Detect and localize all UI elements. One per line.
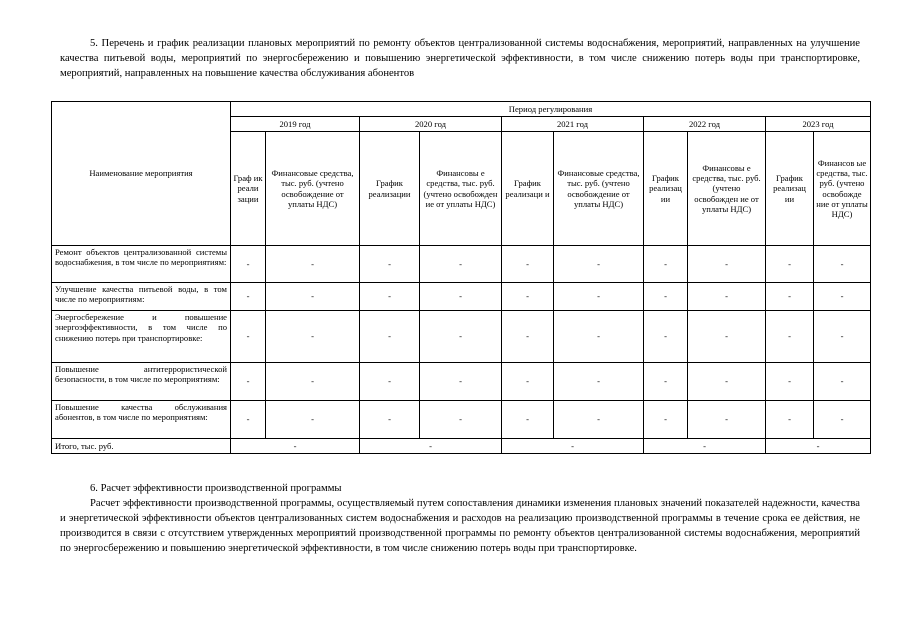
table-cell: - — [814, 283, 871, 311]
subheader-schedule: Граф ик реали зации — [231, 132, 266, 246]
row-name: Энергосбережение и повышение энергоэффективности, в том числе по снижению потерь при транспортировке: — [52, 311, 231, 363]
section-6-text: Расчет эффективности производственной программы, осуществляемый путем сопоставления динамики изменения плановых значений показателей надежности, качества и энергетической эффективности объектов централизованных систем водоснабжения и расходов на реализацию производственной программы в течение срока ее действия, не производится в связи с отсутствием утвержденных мероприятий производственной программы по ремонту объектов централизованной системы водоснабжения, мероприятий по энергосбережению и повышению энергетической эффективности, в том числе снижению потерь воды при транспортировке. — [60, 498, 860, 554]
year-header: 2023 год — [766, 117, 871, 132]
table-cell: - — [266, 311, 360, 363]
subheader-schedule: График реализац ии — [766, 132, 814, 246]
table-cell: - — [360, 283, 420, 311]
table-cell: - — [644, 401, 688, 439]
table-row — [52, 311, 871, 363]
row-name: Повышение качества обслуживания абонентов, в том числе по мероприятиям: — [52, 401, 231, 439]
table-cell: - — [231, 283, 266, 311]
table-cell: - — [502, 401, 554, 439]
subheader-schedule: График реализации — [360, 132, 420, 246]
table-cell: - — [231, 363, 266, 401]
table-cell: - — [360, 311, 420, 363]
table-cell: - — [644, 283, 688, 311]
table-cell: - — [502, 283, 554, 311]
total-cell: - — [502, 439, 644, 454]
table-cell: - — [766, 401, 814, 439]
table-cell: - — [420, 363, 502, 401]
year-header: 2019 год — [231, 117, 360, 132]
table-cell: - — [766, 246, 814, 283]
table-cell: - — [420, 283, 502, 311]
table-cell: - — [266, 363, 360, 401]
table-cell: - — [688, 401, 766, 439]
subheader-schedule: График реализац ии — [644, 132, 688, 246]
table-cell: - — [231, 311, 266, 363]
table-cell: - — [420, 246, 502, 283]
subheader-finance: Финансовые средства, тыс. руб. (учтено освобождение от уплаты НДС) — [554, 132, 644, 246]
section-5-title: 5. Перечень и график реализации плановых мероприятий по ремонту объектов централизованной системы водоснабжения, мероприятий, направленных на улучшение качества питьевой воды, мероприятий по энергосбережению и повышению энергетической эффективности, в том числе снижению потерь воды при транспортировке, мероприятий, направленных на повышение качества обслуживания абонентов — [60, 38, 860, 79]
table-cell: - — [766, 311, 814, 363]
table-cell: - — [644, 246, 688, 283]
table-cell: - — [688, 283, 766, 311]
row-name: Ремонт объектов централизованной системы водоснабжения, в том числе по мероприятиям: — [52, 246, 231, 283]
section-6-title: 6. Расчет эффективности производственной программы — [90, 483, 342, 494]
subheader-finance: Финансов ые средства, тыс. руб. (учтено освобожде ние от уплаты НДС) — [814, 132, 871, 246]
header-row-period — [52, 102, 871, 117]
table-cell: - — [688, 363, 766, 401]
table-cell: - — [554, 283, 644, 311]
table-cell: - — [688, 311, 766, 363]
table-cell: - — [502, 311, 554, 363]
period-header: Период регулирования — [231, 102, 871, 117]
year-header: 2020 год — [360, 117, 502, 132]
plan-table — [51, 101, 871, 454]
table-cell: - — [231, 246, 266, 283]
table-cell: - — [814, 363, 871, 401]
table-cell: - — [360, 363, 420, 401]
table-cell: - — [360, 401, 420, 439]
table-cell: - — [644, 363, 688, 401]
table-cell: - — [420, 401, 502, 439]
total-row — [52, 439, 871, 454]
table-cell: - — [644, 311, 688, 363]
total-label: Итого, тыс. руб. — [52, 439, 231, 454]
table-cell: - — [814, 246, 871, 283]
total-cell: - — [231, 439, 360, 454]
table-cell: - — [554, 401, 644, 439]
table-cell: - — [814, 401, 871, 439]
table-cell: - — [266, 246, 360, 283]
table-cell: - — [266, 401, 360, 439]
row-name: Улучшение качества питьевой воды, в том числе по мероприятиям: — [52, 283, 231, 311]
total-cell: - — [644, 439, 766, 454]
subheader-schedule: График реализаци и — [502, 132, 554, 246]
subheader-finance: Финансовы е средства, тыс. руб. (учтено освобожден ие от уплаты НДС) — [420, 132, 502, 246]
table-cell: - — [266, 283, 360, 311]
row-name: Повышение антитеррористической безопасности, в том числе по мероприятиям: — [52, 363, 231, 401]
table-row — [52, 363, 871, 401]
table-cell: - — [420, 311, 502, 363]
name-column-header: Наименование мероприятия — [52, 102, 231, 246]
table-cell: - — [554, 363, 644, 401]
table-cell: - — [554, 246, 644, 283]
table-cell: - — [502, 363, 554, 401]
table-row — [52, 401, 871, 439]
year-header: 2021 год — [502, 117, 644, 132]
table-cell: - — [360, 246, 420, 283]
table-cell: - — [231, 401, 266, 439]
total-cell: - — [766, 439, 871, 454]
table-cell: - — [814, 311, 871, 363]
total-cell: - — [360, 439, 502, 454]
table-cell: - — [688, 246, 766, 283]
table-cell: - — [554, 311, 644, 363]
table-row — [52, 246, 871, 283]
table-cell: - — [502, 246, 554, 283]
table-cell: - — [766, 283, 814, 311]
year-header: 2022 год — [644, 117, 766, 132]
table-row — [52, 283, 871, 311]
subheader-finance: Финансовы е средства, тыс. руб. (учтено освобожден ие от уплаты НДС) — [688, 132, 766, 246]
table-cell: - — [766, 363, 814, 401]
subheader-finance: Финансовые средства, тыс. руб. (учтено освобождение от уплаты НДС) — [266, 132, 360, 246]
